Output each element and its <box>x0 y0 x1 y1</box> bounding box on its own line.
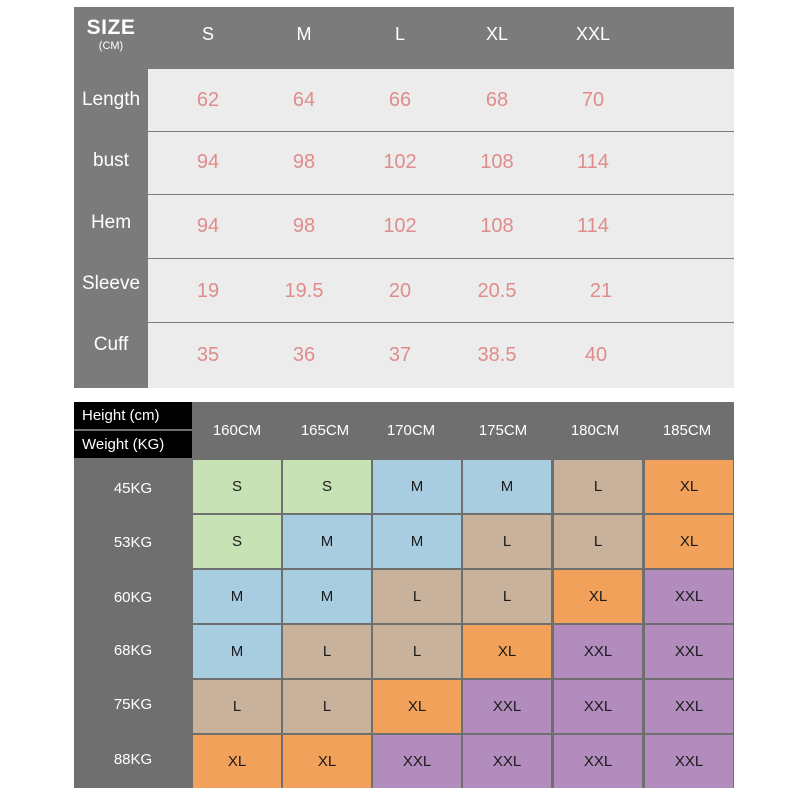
size-column-header: L <box>394 24 405 44</box>
size-cell: 35 <box>196 344 220 366</box>
fit-size-cell: M <box>373 460 461 513</box>
fit-size-cell: L <box>463 515 551 568</box>
fit-size-cell: S <box>283 460 371 513</box>
fit-chart-table <box>74 402 734 788</box>
fit-size-cell: XL <box>463 625 551 678</box>
size-column-header: S <box>201 24 214 44</box>
fit-size-cell: L <box>193 680 281 733</box>
weight-row-label: 88KG <box>113 751 153 768</box>
size-cell: 94 <box>196 215 220 237</box>
size-cell: 62 <box>196 89 220 111</box>
fit-size-cell: M <box>193 625 281 678</box>
fit-size-cell: XL <box>645 515 733 568</box>
fit-size-cell: XL <box>645 460 733 513</box>
weight-row-label: 75KG <box>113 696 153 713</box>
fit-size-cell: XL <box>554 570 642 623</box>
size-cell: 108 <box>480 215 514 237</box>
height-column-header: 160CM <box>212 422 262 439</box>
size-cell: 64 <box>292 89 316 111</box>
fit-size-cell: XXL <box>645 680 733 733</box>
fit-size-cell: XL <box>373 680 461 733</box>
fit-size-cell: XXL <box>463 680 551 733</box>
fit-size-cell: L <box>554 515 642 568</box>
size-row-label: Sleeve <box>81 273 141 294</box>
size-cell: 37 <box>388 344 412 366</box>
fit-size-cell: XXL <box>463 735 551 788</box>
size-cell: 68 <box>485 89 509 111</box>
fit-size-cell: XXL <box>373 735 461 788</box>
height-column-header: 170CM <box>386 422 436 439</box>
fit-size-cell: M <box>463 460 551 513</box>
size-cell: 114 <box>577 215 609 237</box>
size-column-header: XL <box>485 24 509 44</box>
fit-size-cell: L <box>373 570 461 623</box>
size-cell: 70 <box>581 89 605 111</box>
fit-size-cell: XXL <box>554 680 642 733</box>
height-column-header: 175CM <box>478 422 528 439</box>
size-chart-unit: (CM) <box>98 40 124 52</box>
size-row-label: bust <box>93 150 129 171</box>
size-cell: 36 <box>292 344 316 366</box>
size-row-label: Length <box>81 89 141 110</box>
fit-size-cell: XXL <box>554 735 642 788</box>
size-cell: 98 <box>292 151 316 173</box>
size-cell: 66 <box>388 89 412 111</box>
fit-size-cell: M <box>193 570 281 623</box>
height-column-header: 165CM <box>300 422 350 439</box>
size-chart-header <box>74 7 734 69</box>
size-cell: 102 <box>383 215 417 237</box>
fit-size-cell: XXL <box>554 625 642 678</box>
fit-size-cell: L <box>283 625 371 678</box>
size-cell: 21 <box>589 280 613 302</box>
fit-size-cell: S <box>193 460 281 513</box>
weight-row-label: 53KG <box>113 534 153 551</box>
weight-row-label: 60KG <box>113 589 153 606</box>
fit-size-cell: M <box>283 515 371 568</box>
fit-size-cell: L <box>283 680 371 733</box>
size-chart-title: SIZE <box>86 16 136 39</box>
size-cell: 20 <box>388 280 412 302</box>
fit-size-cell: L <box>554 460 642 513</box>
size-cell: 98 <box>292 215 316 237</box>
size-cell: 20.5 <box>477 280 517 302</box>
fit-size-cell: M <box>283 570 371 623</box>
size-row-label: Hem <box>90 212 132 233</box>
size-row-label: Cuff <box>93 334 129 355</box>
fit-size-cell: S <box>193 515 281 568</box>
fit-size-cell: XXL <box>645 625 733 678</box>
size-cell: 19.5 <box>284 280 324 302</box>
height-axis-label: Height (cm) <box>74 402 192 429</box>
fit-size-cell: XXL <box>645 570 733 623</box>
fit-size-cell: XL <box>193 735 281 788</box>
size-column-header: XXL <box>575 24 611 44</box>
weight-row-label: 45KG <box>113 480 153 497</box>
size-cell: 114 <box>577 151 609 173</box>
size-column-header: M <box>296 24 312 44</box>
weight-axis-label: Weight (KG) <box>74 431 192 458</box>
size-chart-table <box>74 7 734 388</box>
height-column-header: 180CM <box>570 422 620 439</box>
size-cell: 108 <box>480 151 514 173</box>
size-cell: 94 <box>196 151 220 173</box>
size-cell: 19 <box>196 280 220 302</box>
size-cell: 102 <box>383 151 417 173</box>
weight-row-label: 68KG <box>113 642 153 659</box>
size-cell: 38.5 <box>477 344 517 366</box>
fit-size-cell: L <box>373 625 461 678</box>
fit-size-cell: M <box>373 515 461 568</box>
height-column-header: 185CM <box>662 422 712 439</box>
fit-size-cell: XL <box>283 735 371 788</box>
fit-size-cell: XXL <box>645 735 733 788</box>
fit-size-cell: L <box>463 570 551 623</box>
size-cell: 40 <box>584 344 608 366</box>
